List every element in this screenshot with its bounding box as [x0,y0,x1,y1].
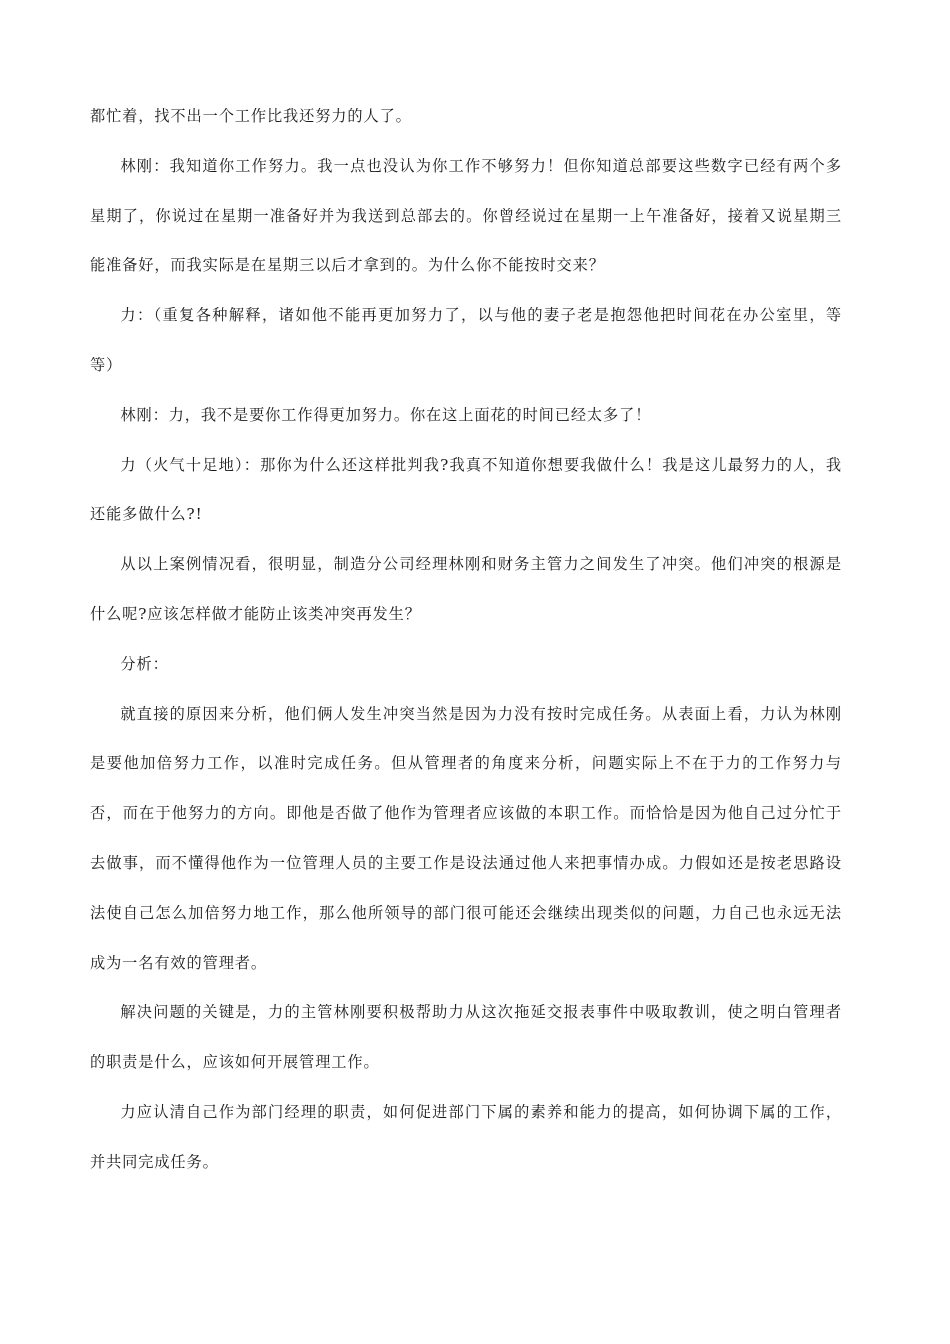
paragraph-dialogue-lin-gang: 林刚：我知道你工作努力。我一点也没认为你工作不够努力！但你知道总部要这些数字已经有两个多星期了，你说过在星期一准备好并为我送到总部去的。你曾经说过在星期一上午准备好，接着又说星期三能准备好，而我实际是在星期三以后才拿到的。为什么你不能按时交来？ [90,156,842,275]
paragraph-solution-key: 解决问题的关键是，力的主管林刚要积极帮助力从这次拖延交报表事件中吸取教训，使之明白管理者的职责是什么，应该如何开展管理工作。 [90,1003,842,1072]
paragraph-case-summary: 从以上案例情况看，很明显，制造分公司经理林刚和财务主管力之间发生了冲突。他们冲突的根源是什么呢?应该怎样做才能防止该类冲突再发生？ [90,555,842,623]
paragraph-analysis-heading: 分析： [120,654,169,673]
paragraph-dialogue-li-2: 力（火气十足地）：那你为什么还这样批判我?我真不知道你想要我做什么！我是这儿最努力的人，我还能多做什么?! [90,455,842,524]
paragraph-dialogue-li: 力：（重复各种解释，诸如他不能再更加努力了，以与他的妻子老是抱怨他把时间花在办公室里，等等） [90,306,842,374]
paragraph-analysis-body: 就直接的原因来分析，他们俩人发生冲突当然是因为力没有按时完成任务。从表面上看，力认为林刚是要他加倍努力工作，以准时完成任务。但从管理者的角度来分析，问题实际上不在于力的工作努力与否，而在于他努力的方向。即他是否做了他作为管理者应该做的本职工作。而恰恰是因为他自己过分忙于去做事，而不懂得他作为一位管理人员的主要工作是设法通过他人来把事情办成。力假如还是按老思路设法使自己怎么加倍努力地工作，那么他所领导的部门很可能还会继续出现类似的问题，力自己也永远无法成为一名有效的管理者。 [90,704,842,972]
paragraph-continuation: 都忙着，找不出一个工作比我还努力的人了。 [90,107,412,125]
paragraph-dialogue-lin-gang-2: 林刚：力，我不是要你工作得更加努力。你在这上面花的时间已经太多了！ [120,405,652,424]
paragraph-solution-duty: 力应认清自己作为部门经理的职责，如何促进部门下属的素养和能力的提高，如何协调下属的工作，并共同完成任务。 [90,1102,842,1171]
document-page [90,92,842,1188]
